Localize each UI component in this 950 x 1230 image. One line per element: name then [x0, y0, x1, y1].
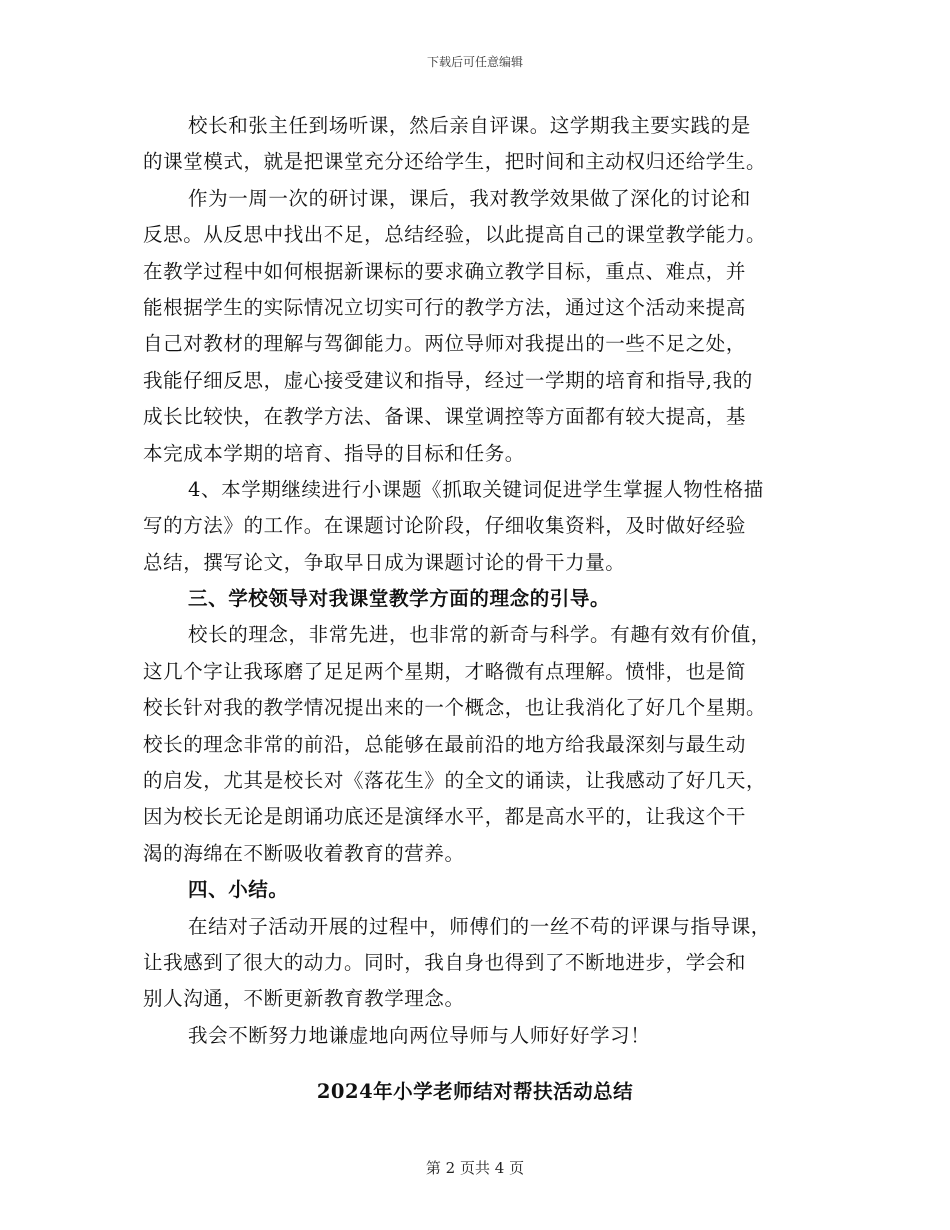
- text-line: 校长的理念，非常先进，也非常的新奇与科学。有趣有效有价值，: [188, 623, 771, 647]
- text-line: 校长针对我的教学情况提出来的一个概念，也让我消化了好几个星期。: [143, 696, 767, 720]
- text-line: 反思。从反思中找出不足，总结经验，以此提高自己的课堂教学能力。: [143, 223, 767, 247]
- text-line: 渴的海绵在不断吸收着教育的营养。: [143, 841, 465, 865]
- next-section-title: 2024年小学老师结对帮扶活动总结: [316, 1080, 634, 1103]
- text-line: 我能仔细反思，虚心接受建议和指导，经过一学期的培育和指导,我的: [143, 368, 753, 392]
- text-line: 我会不断努力地谦虚地向两位导师与人师好好学习！: [188, 1023, 651, 1047]
- page-footer: 第 2 页共 4 页: [425, 1159, 525, 1177]
- text-line: 作为一周一次的研讨课，课后，我对教学效果做了深化的讨论和: [188, 186, 751, 210]
- text-line: 的启发，尤其是校长对《落花生》的全文的诵读，让我感动了好几天，: [143, 769, 767, 793]
- section-heading: 四、小结。: [188, 878, 289, 902]
- text-line: 的课堂模式，就是把课堂充分还给学生，把时间和主动权归还给学生。: [143, 150, 767, 174]
- section-heading: 三、学校领导对我课堂教学方面的理念的引导。: [188, 587, 611, 611]
- text-line: 成长比较快，在教学方法、备课、课堂调控等方面都有较大提高，基: [143, 405, 747, 429]
- text-line: 在教学过程中如何根据新课标的要求确立教学目标，重点、难点，并: [143, 259, 747, 283]
- text-line: 总结，撰写论文，争取早日成为课题讨论的骨干力量。: [143, 550, 626, 574]
- text-line: 自己对教材的理解与驾御能力。两位导师对我提出的一些不足之处，: [143, 332, 747, 356]
- text-line: 别人沟通，不断更新教育教学理念。: [143, 987, 465, 1011]
- text-line: 能根据学生的实际情况立切实可行的教学方法，通过这个活动来提高: [143, 295, 747, 319]
- document-body: [143, 108, 808, 1054]
- text-line: 校长的理念非常的前沿，总能够在最前沿的地方给我最深刻与最生动: [143, 732, 747, 756]
- text-line: 写的方法》的工作。在课题讨论阶段，仔细收集资料，及时做好经验: [143, 514, 747, 538]
- text-line: 在结对子活动开展的过程中，师傅们的一丝不苟的评课与指导课，: [188, 914, 771, 938]
- page-header: 下载后可任意编辑: [426, 55, 523, 69]
- text-line: 本完成本学期的培育、指导的目标和任务。: [143, 441, 525, 465]
- text-line: 4、本学期继续进行小课题《抓取关键词促进学生掌握人物性格描: [188, 477, 764, 501]
- text-line: 校长和张主任到场听课，然后亲自评课。这学期我主要实践的是: [188, 114, 751, 137]
- text-line: 这几个字让我琢磨了足足两个星期，才略微有点理解。愤悱，也是简: [143, 659, 747, 683]
- text-line: 让我感到了很大的动力。同时，我自身也得到了不断地进步，学会和: [143, 950, 747, 974]
- text-line: 因为校长无论是朗诵功底还是演绎水平，都是高水平的，让我这个干: [143, 805, 747, 829]
